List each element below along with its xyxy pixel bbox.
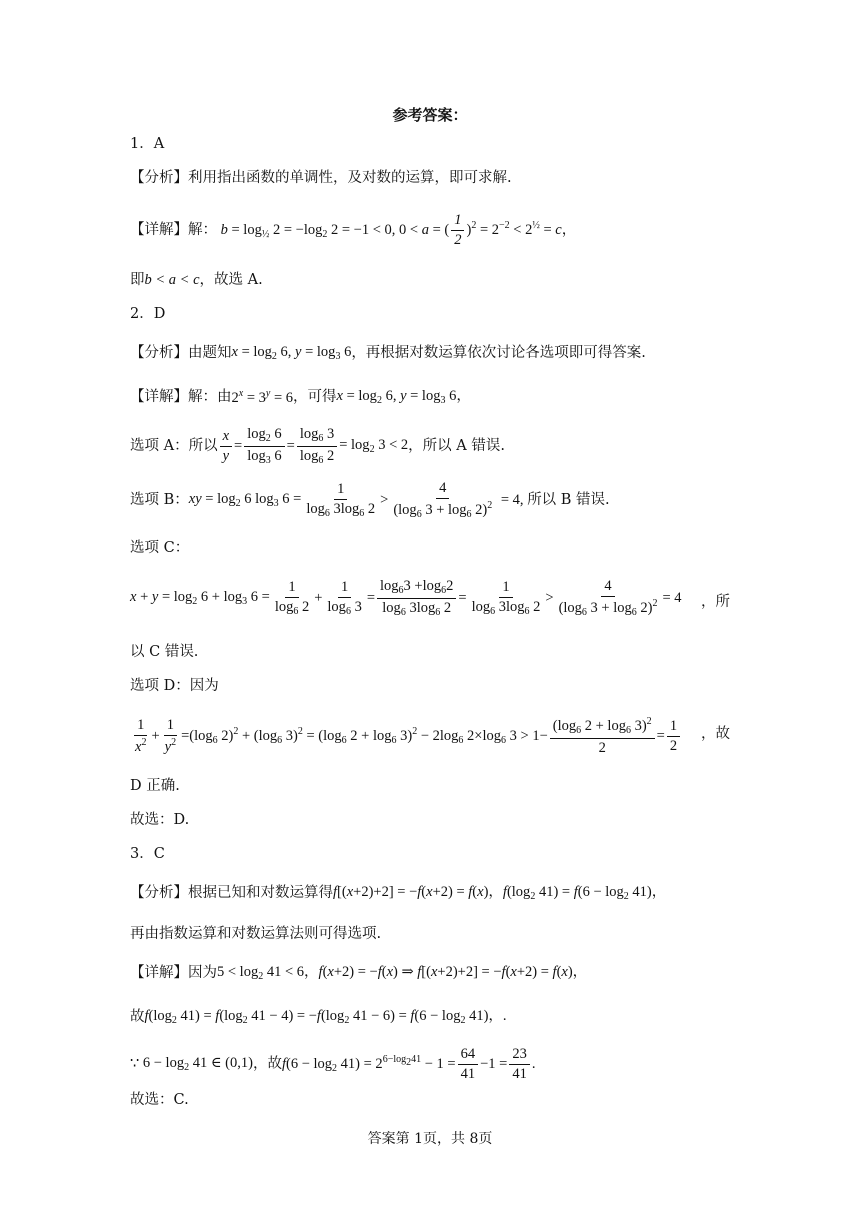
q2-option-c-cont: 以 C 错误. (130, 644, 199, 660)
q3-answer: 故选：C. (130, 1092, 189, 1108)
page-footer: 答案第 1页，共 8页 (367, 1131, 493, 1147)
q2-option-b: 选项 B： xy = $\log_2 6$ $\log_3 6$ = $\frac{1}{\log_6 3\log_6 2}$ > $\frac{4}{(\log_6 3 + \log_6 2)^2}$ = 4, 所以 B 错误. (130, 480, 610, 521)
q1-detail-math: $b = \log_{\frac{1}{2}} 2 = -\log_2$ 2 = −1 < 0, 0 < a = ( $\frac{1}{2}$ )$^2 = 2^{-2} < 2^{\frac{1}{2}} = c$， (217, 212, 577, 249)
q1-conclusion: 即 b < a < c ，故选 A. (130, 272, 263, 288)
q3-because: ∵ $6 - \log_2 41$ ∈ (0,1) ，故 $f(6 - \log_2 41) = 2^{6-log_241} - 1$ = $\frac{64}{41}$ −1 = $\frac{23}{41}$ . (130, 1046, 536, 1083)
q2-option-a: 选项 A：所以 $\frac{x}{y}$ = $\frac{\log_2 6}{\log_3 6}$ = $\frac{\log_6 3}{\log_6 2}$ = $\log_2 3 < 2$ ，所以 A 错误. (130, 426, 505, 466)
q2-option-c-label: 选项 C： (130, 540, 190, 556)
q2-option-d-math: $\frac{1}{x^2}$ + $\frac{1}{y^2}$ $=(\log_6$ $2)^2 + (\log_6$ $3)^2 = (\log_6$ $2 + \log_6 3)^2 - 2\log_6$ $2\times\log_6$ 3 > 1− $\frac{(\log_6 2 + \log_6 3)^2}{2}$ = $\frac{1}{2}$ (130, 716, 720, 757)
q2-option-d-tail: ，故 (701, 726, 730, 742)
q2-detail: 【详解】解：由 $2^x = 3^y = 6$ ，可得 $x = \log_2 6$, $y = \log_3 6$， (130, 388, 471, 407)
q3-analysis: 【分析】根据已知和对数运算得 f[(x+2)+2] = −f(x+2) = f(x)，$f(\log_2$ $41) = f(6 - \log_2 41)$， (130, 884, 667, 902)
q2-option-d-cont: D 正确. (130, 778, 180, 794)
q2-option-c-tail: ，所 (701, 594, 730, 610)
q1-number: 1．A (130, 136, 165, 152)
q2-number: 2．D (130, 306, 166, 322)
q2-option-d-label: 选项 D：因为 (130, 678, 219, 694)
q2-option-c-math: $x + y = \log_2 6 + \log_3 6$ = $\frac{1}{\log_6 2}$ + $\frac{1}{\log_6 3}$ = $\frac{\log_63 +\log_62}{\log_6 3\log_6 2}$ = $\frac{1}{\log_6 3\log_6 2}$ > $\frac{4}{(\log_6 3 + \log_6 2)^2}$ = 4 (130, 578, 682, 619)
q3-detail: 【详解】因为 $5 < \log_2 41 < 6$，f(x+2) = −f(x) ⇒ f[(x+2)+2] = −f(x+2) = f(x)， (130, 964, 588, 982)
q2-answer: 故选：D. (130, 812, 190, 828)
page-title: 参考答案： (392, 106, 468, 124)
q2-analysis: 【分析】由题知 $x = \log_2 6$, $y = \log_3 6$ ，再根据对数运算依次讨论各选项即可得答案. (130, 344, 646, 362)
q1-detail: 【详解】解： $b = \log_{\frac{1}{2}} 2 = -\log_2$ 2 = −1 < 0, 0 < a = ( $\frac{1}{2}$ )$^2 = 2^{-2} < 2^{\frac{1}{2}} = c$， (130, 212, 577, 249)
q3-analysis-cont: 再由指数运算和对数运算法则可得选项. (130, 926, 382, 942)
q3-step: 故 $f(\log_2$ $41) = f(\log_2$ $41 - 4) = -f(\log_2$ $41 - 6) = f(6 - \log_2 41)$，. (130, 1008, 507, 1026)
q1-analysis: 【分析】利用指出函数的单调性，及对数的运算，即可求解. (130, 170, 512, 186)
q3-number: 3．C (130, 846, 165, 862)
